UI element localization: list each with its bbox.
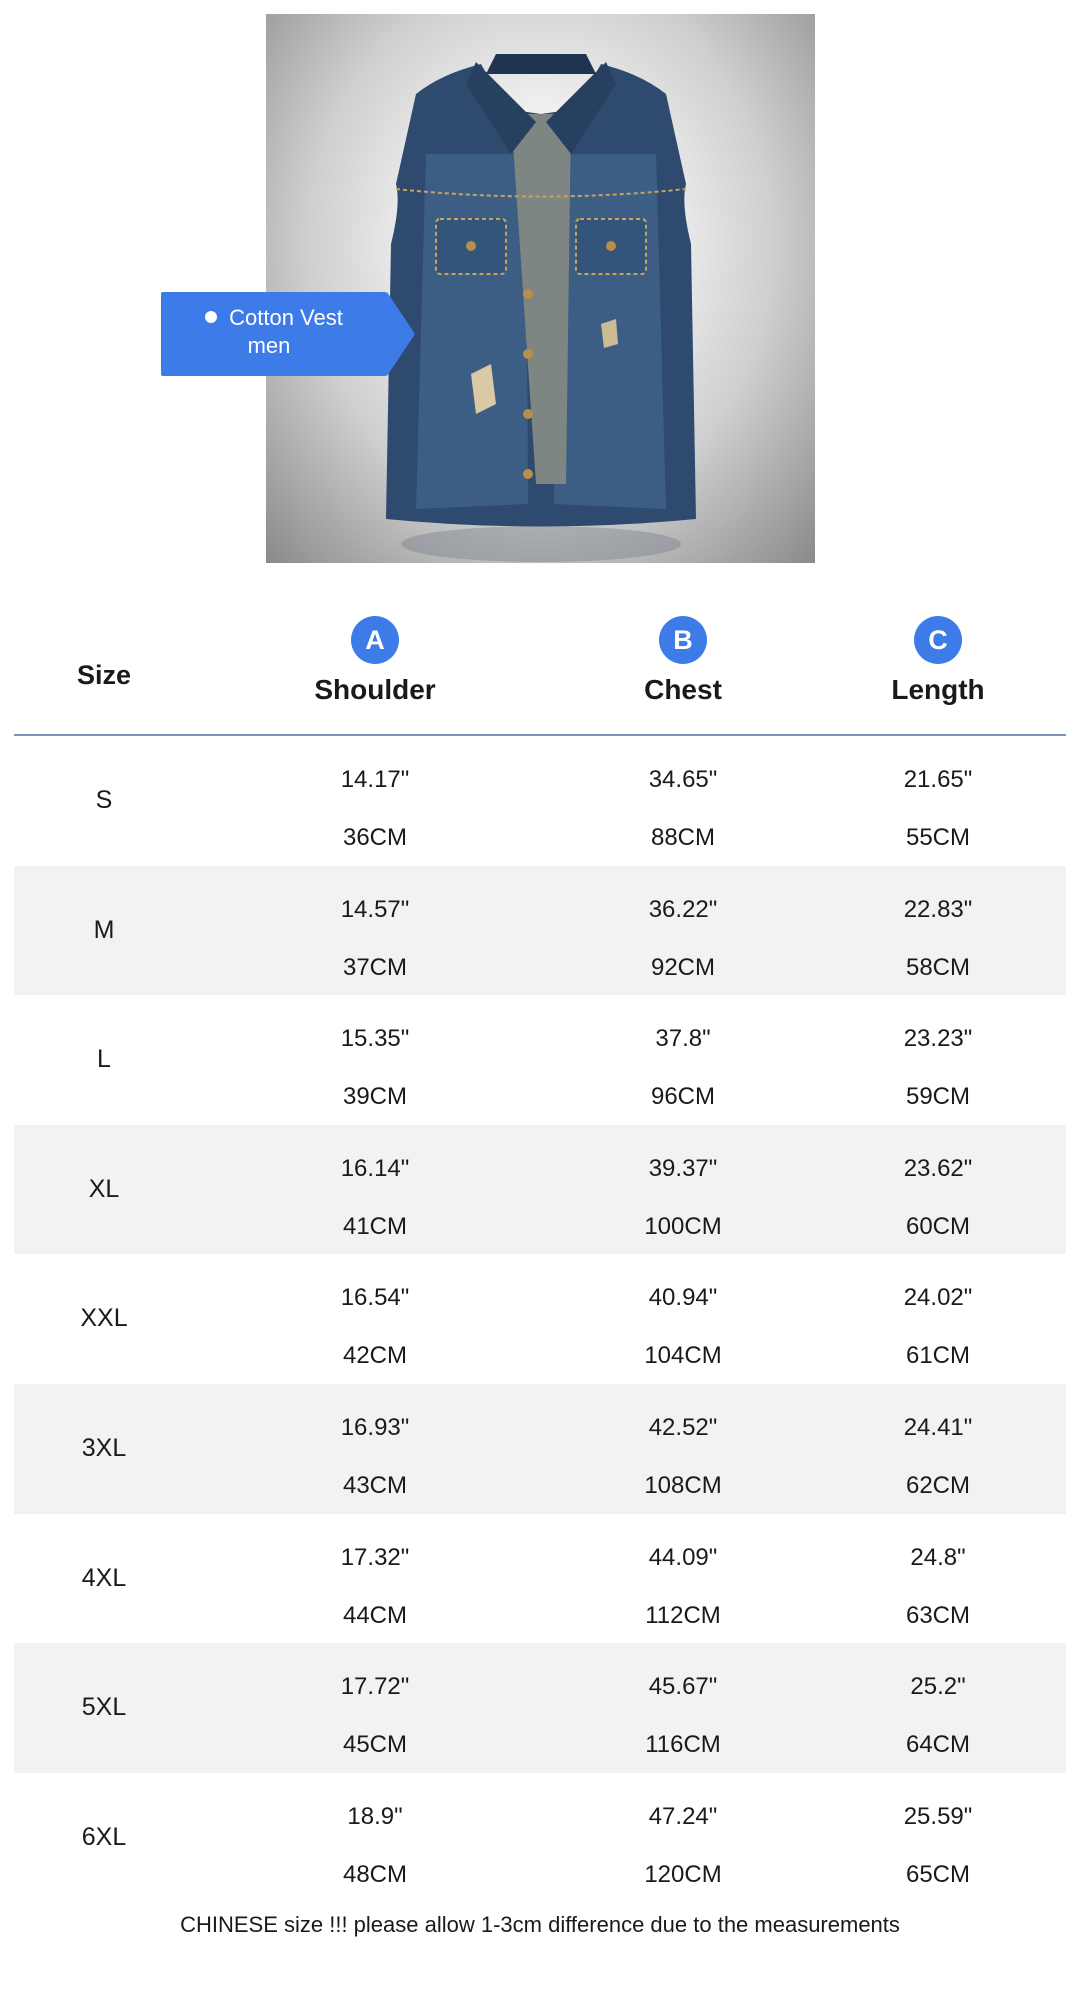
value-inches: 40.94" bbox=[648, 1284, 718, 1312]
bullet-icon bbox=[205, 311, 217, 323]
chest-cell bbox=[556, 1643, 810, 1773]
value-inches: 16.93" bbox=[340, 1413, 410, 1441]
value-cm: 59CM bbox=[905, 1083, 971, 1111]
chest-cell bbox=[556, 1384, 810, 1514]
shoulder-cell bbox=[194, 866, 556, 996]
chest-cell bbox=[556, 995, 810, 1125]
length-cell bbox=[810, 1125, 1066, 1255]
shoulder-cell bbox=[194, 995, 556, 1125]
value-cm: 108CM bbox=[644, 1471, 722, 1499]
shoulder-cell bbox=[194, 1254, 556, 1384]
value-cm: 116CM bbox=[645, 1731, 721, 1759]
value-inches: 42.52" bbox=[648, 1413, 718, 1441]
value-cm: 44CM bbox=[342, 1601, 408, 1629]
value-inches: 25.2" bbox=[910, 1673, 966, 1701]
value-inches: 17.72" bbox=[340, 1673, 410, 1701]
length-cell bbox=[810, 1514, 1066, 1644]
value-inches: 23.62" bbox=[903, 1154, 973, 1182]
size-disclaimer: CHINESE size !!! please allow 1-3cm difference due to the measurements bbox=[180, 1912, 900, 1937]
value-cm: 55CM bbox=[905, 824, 971, 851]
size-chart-header bbox=[14, 600, 1066, 734]
size-chart bbox=[14, 600, 1066, 1902]
value-cm: 96CM bbox=[650, 1083, 716, 1111]
shoulder-cell bbox=[194, 1643, 556, 1773]
length-cell bbox=[810, 1643, 1066, 1773]
value-cm: 120CM bbox=[644, 1860, 722, 1888]
product-photo bbox=[266, 14, 815, 563]
value-inches: 15.35" bbox=[340, 1025, 410, 1053]
value-cm: 43CM bbox=[342, 1471, 408, 1499]
shoulder-cell bbox=[194, 1125, 556, 1255]
value-cm: 61CM bbox=[905, 1342, 971, 1370]
size-cell: 6XL bbox=[81, 1822, 127, 1851]
value-cm: 65CM bbox=[905, 1860, 971, 1888]
value-inches: 24.8" bbox=[910, 1543, 966, 1571]
value-inches: 44.09" bbox=[648, 1543, 718, 1571]
shoulder-column-header bbox=[194, 600, 556, 706]
table-row bbox=[14, 866, 1066, 996]
callout-line2: men bbox=[247, 333, 291, 358]
value-inches: 25.59" bbox=[903, 1802, 973, 1830]
value-cm: 92CM bbox=[650, 953, 716, 981]
value-inches: 47.24" bbox=[648, 1802, 718, 1830]
length-cell bbox=[810, 866, 1066, 996]
chest-cell bbox=[556, 1773, 810, 1903]
shoulder-cell bbox=[194, 736, 556, 866]
table-row bbox=[14, 1514, 1066, 1644]
value-inches: 16.14" bbox=[340, 1154, 410, 1182]
chest-cell bbox=[556, 736, 810, 866]
shoulder-cell bbox=[194, 1514, 556, 1644]
badge-a: A bbox=[351, 616, 399, 664]
shoulder-label: Shoulder bbox=[314, 674, 436, 705]
shoulder-cell bbox=[194, 1773, 556, 1903]
value-cm: 58CM bbox=[905, 953, 971, 981]
size-cell: S bbox=[95, 786, 113, 814]
badge-b: B bbox=[659, 616, 707, 664]
table-row bbox=[14, 1384, 1066, 1514]
chest-label: Chest bbox=[644, 674, 722, 705]
value-cm: 64CM bbox=[905, 1731, 971, 1759]
chest-cell bbox=[556, 1514, 810, 1644]
value-cm: 112CM bbox=[645, 1601, 721, 1629]
value-inches: 23.23" bbox=[903, 1025, 973, 1053]
length-cell bbox=[810, 1384, 1066, 1514]
table-row bbox=[14, 736, 1066, 866]
size-column-header: Size bbox=[76, 660, 132, 690]
denim-vest-image bbox=[266, 14, 815, 563]
value-cm: 37CM bbox=[342, 953, 408, 981]
value-cm: 63CM bbox=[905, 1601, 971, 1629]
badge-c: C bbox=[914, 616, 962, 664]
table-row bbox=[14, 1254, 1066, 1384]
length-cell bbox=[810, 736, 1066, 866]
value-inches: 16.54" bbox=[340, 1284, 410, 1312]
length-cell bbox=[810, 1773, 1066, 1903]
shoulder-cell bbox=[194, 1384, 556, 1514]
value-cm: 100CM bbox=[644, 1212, 722, 1240]
length-column-header bbox=[810, 600, 1066, 706]
value-inches: 17.32" bbox=[340, 1543, 410, 1571]
table-row bbox=[14, 1125, 1066, 1255]
value-inches: 34.65" bbox=[648, 766, 718, 793]
value-inches: 18.9" bbox=[347, 1802, 403, 1830]
value-cm: 104CM bbox=[644, 1342, 722, 1370]
length-label: Length bbox=[891, 674, 985, 705]
value-cm: 62CM bbox=[905, 1471, 971, 1499]
value-cm: 41CM bbox=[342, 1212, 408, 1240]
table-row bbox=[14, 1643, 1066, 1773]
value-inches: 14.57" bbox=[340, 895, 410, 923]
length-cell bbox=[810, 1254, 1066, 1384]
size-cell: 5XL bbox=[81, 1693, 127, 1722]
size-cell: M bbox=[93, 915, 115, 944]
size-cell: 3XL bbox=[81, 1433, 127, 1462]
callout-line1: Cotton Vest bbox=[229, 305, 343, 330]
value-cm: 88CM bbox=[650, 824, 716, 851]
value-inches: 21.65" bbox=[903, 766, 973, 793]
chest-cell bbox=[556, 1254, 810, 1384]
value-inches: 36.22" bbox=[648, 895, 718, 923]
value-inches: 37.8" bbox=[655, 1025, 711, 1053]
chest-cell bbox=[556, 1125, 810, 1255]
value-inches: 14.17" bbox=[340, 766, 410, 793]
size-cell: XXL bbox=[80, 1304, 128, 1333]
value-inches: 45.67" bbox=[648, 1673, 718, 1701]
value-cm: 48CM bbox=[342, 1860, 408, 1888]
value-cm: 39CM bbox=[342, 1083, 408, 1111]
value-inches: 22.83" bbox=[903, 895, 973, 923]
value-inches: 39.37" bbox=[648, 1154, 718, 1182]
product-callout bbox=[161, 292, 387, 376]
size-cell: 4XL bbox=[81, 1563, 127, 1592]
value-inches: 24.41" bbox=[903, 1413, 973, 1441]
value-cm: 36CM bbox=[342, 824, 408, 851]
table-row bbox=[14, 1773, 1066, 1903]
value-cm: 42CM bbox=[342, 1342, 408, 1370]
chest-column-header bbox=[556, 600, 810, 706]
chest-cell bbox=[556, 866, 810, 996]
table-row bbox=[14, 995, 1066, 1125]
value-cm: 45CM bbox=[342, 1731, 408, 1759]
value-inches: 24.02" bbox=[903, 1284, 973, 1312]
value-cm: 60CM bbox=[905, 1212, 971, 1240]
size-cell: XL bbox=[88, 1174, 120, 1203]
size-cell: L bbox=[97, 1045, 111, 1074]
length-cell bbox=[810, 995, 1066, 1125]
size-chart-rows bbox=[14, 736, 1066, 1902]
